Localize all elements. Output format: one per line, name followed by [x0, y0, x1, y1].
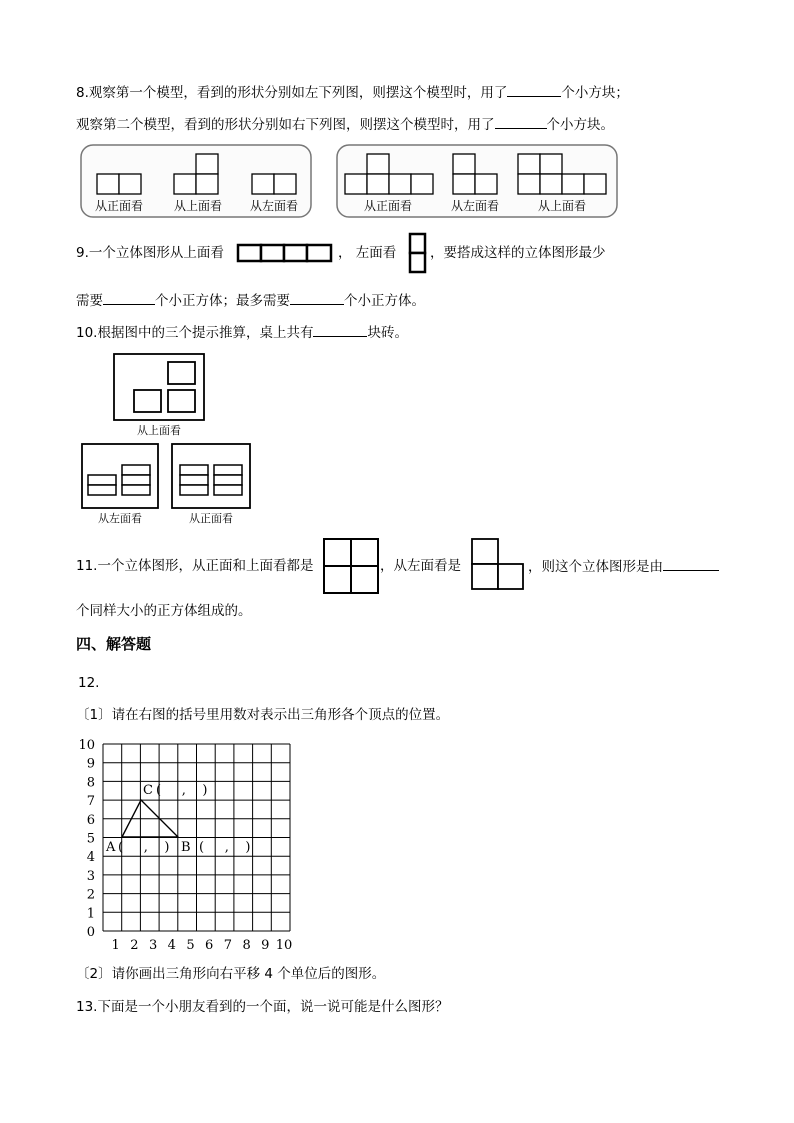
q10-pre: 10.根据图中的三个提示推算，桌上共有	[76, 325, 314, 341]
y-tick-label: 6	[86, 812, 95, 828]
q11-front-top-figure	[322, 537, 380, 595]
y-tick-label: 1	[86, 906, 95, 922]
q11-pre: 11.一个立体图形，从正面和上面看都是	[76, 558, 314, 574]
y-tick-label: 7	[86, 794, 95, 810]
q10-post: 块砖。	[367, 325, 408, 341]
y-tick-label: 9	[86, 756, 95, 772]
y-tick-label: 3	[86, 868, 95, 884]
y-tick-label: 0	[86, 925, 95, 940]
q12-number: 12.	[78, 675, 100, 691]
x-tick-label: 5	[186, 938, 195, 953]
q8-line1-post: 个小方块；	[561, 85, 629, 101]
y-tick-label: 5	[86, 831, 95, 847]
q10-line	[76, 322, 408, 343]
q9-line1-pre: 9.一个立体图形从上面看	[76, 245, 224, 261]
q9-left-view-figure	[408, 232, 428, 274]
x-tick-label: 2	[130, 938, 139, 953]
q10-left-view	[80, 442, 162, 526]
q8-line2	[76, 114, 614, 135]
label-vertex-c: C	[143, 783, 153, 798]
q8-p2-label-top: 从上面看	[537, 199, 587, 213]
y-tick-label: 8	[86, 775, 95, 791]
label-vertex-a: A	[106, 840, 116, 855]
q11-blank[interactable]	[663, 556, 719, 571]
q8-p1-label-front: 从正面看	[94, 199, 144, 213]
q8-panel-1	[80, 144, 312, 218]
x-tick-label: 4	[167, 938, 176, 953]
q8-blank-2[interactable]	[495, 114, 547, 129]
q10-front-view	[170, 442, 252, 526]
q9-line2	[76, 290, 425, 311]
q9-top-view-figure	[236, 243, 334, 263]
q9-line2-b: 个小正方体；最多需要	[155, 293, 290, 309]
q8-p2-label-front: 从正面看	[363, 199, 413, 213]
y-tick-label: 2	[86, 887, 95, 903]
q12-part1: 〔1〕请在右图的括号里用数对表示出三角形各个顶点的位置。	[76, 707, 450, 723]
q9-line1-post: ，要搭成这样的立体图形最少	[430, 245, 606, 261]
x-tick-label: 8	[242, 938, 251, 953]
q10-label-top: 从上面看	[137, 424, 181, 437]
q9-line1-mid: ， 左面看	[338, 245, 397, 261]
x-axis-ticks	[112, 938, 293, 953]
q11-line2: 个同样大小的正方体组成的。	[76, 603, 252, 619]
q9-line2-a: 需要	[76, 293, 103, 309]
x-tick-label: 6	[205, 938, 214, 953]
q9-line2-c: 个小正方体。	[344, 293, 425, 309]
label-vertex-b: B	[181, 840, 191, 855]
y-tick-label: 10	[78, 738, 95, 753]
q10-top-view	[110, 352, 208, 438]
q11-post: ，则这个立体图形是由	[528, 559, 663, 575]
x-tick-label: 1	[111, 938, 120, 953]
paren-vertex-b[interactable]: ( , )	[199, 840, 251, 855]
x-tick-label: 9	[261, 938, 270, 953]
paren-vertex-a[interactable]: ( , )	[118, 840, 170, 855]
q12-part2: 〔2〕请你画出三角形向右平移 4 个单位后的图形。	[76, 966, 386, 982]
q11-line1	[528, 556, 719, 577]
x-tick-label: 7	[223, 938, 233, 953]
q8-line2-post: 个小方块。	[546, 117, 614, 133]
q8-line2-pre: 观察第二个模型，看到的形状分别如右下列图，则摆这个模型时，用了	[76, 117, 495, 133]
q13-text: 13.下面是一个小朋友看到的一个面，说一说可能是什么图形？	[76, 999, 449, 1015]
paren-vertex-c[interactable]: ( , )	[156, 783, 208, 798]
section-heading: 四、解答题	[76, 635, 152, 653]
q10-blank[interactable]	[313, 322, 367, 337]
q10-label-front: 从正面看	[189, 512, 233, 525]
q8-panel-2	[336, 144, 618, 218]
q11-mid: ，从左面看是	[380, 558, 461, 574]
q8-p1-label-top: 从上面看	[173, 199, 223, 213]
q12-coordinate-grid	[78, 734, 308, 956]
q8-line1	[76, 82, 629, 103]
x-tick-label: 10	[275, 938, 293, 953]
q8-p2-label-left: 从左面看	[450, 199, 500, 213]
q8-blank-1[interactable]	[507, 82, 561, 97]
q8-p1-label-left: 从左面看	[249, 199, 299, 213]
q9-blank-min[interactable]	[103, 290, 155, 305]
q11-left-figure	[470, 537, 526, 591]
y-axis-ticks	[78, 738, 95, 940]
q10-label-left: 从左面看	[98, 512, 142, 525]
q8-line1-pre: 8.观察第一个模型，看到的形状分别如左下列图，则摆这个模型时，用了	[76, 85, 508, 101]
x-tick-label: 3	[148, 938, 158, 953]
q9-blank-max[interactable]	[290, 290, 344, 305]
y-tick-label: 4	[86, 850, 95, 866]
